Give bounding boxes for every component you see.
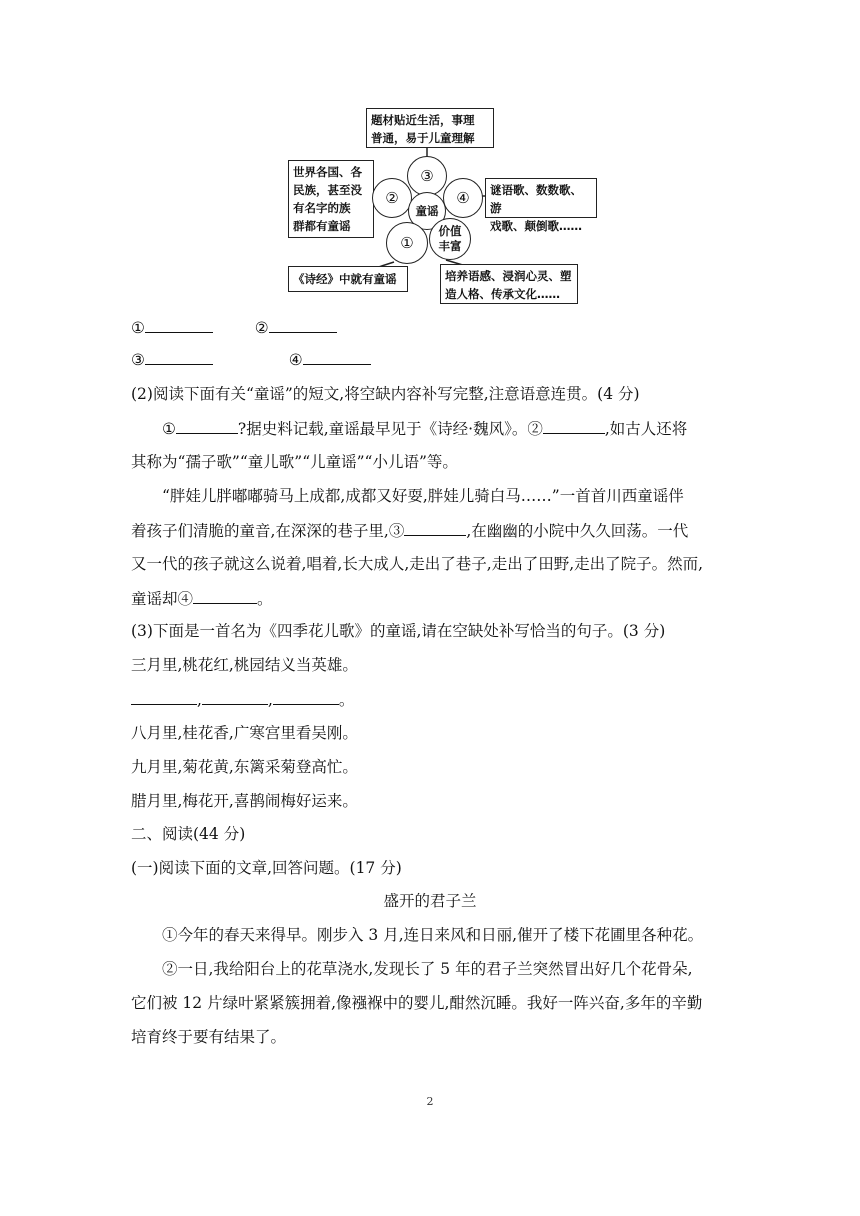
passage-text: 。: [257, 590, 273, 608]
diagram-circle-1: ①: [386, 222, 428, 264]
diagram-box-left-line: 民族，甚至没: [293, 183, 362, 197]
diagram-value-circle-line: 价值: [438, 224, 462, 238]
passage-text: ,如古人还将: [604, 420, 688, 438]
diagram-box-right-line: 谜语歌、数数歌、游: [490, 183, 582, 215]
passage-line: [162, 417, 687, 440]
question-2: (2)阅读下面有关“童谣”的短文,将空缺内容补写完整,注意语意连贯。(4 分): [131, 385, 640, 403]
diagram-box-bottom-left: [288, 266, 408, 292]
answer-label-4: ④: [288, 351, 303, 369]
diagram-box-top-line: 普通，易于儿童理解: [371, 131, 475, 145]
diagram-center-circle: 童谣: [408, 192, 446, 230]
essay-title: 盛开的君子兰: [383, 892, 477, 910]
answer-label-3: ③: [131, 351, 145, 369]
passage-line: 又一代的孩子就这么说着,唱着,长大成人,走出了巷子,走出了田野,走出了院子。然而,: [131, 555, 704, 573]
diagram-box-bottom-right-line: 造人格、传承文化……: [445, 287, 560, 301]
song-blank-line: [131, 688, 354, 711]
diagram-box-left-line: 群都有童谣: [293, 219, 351, 233]
passage-line: [131, 519, 688, 542]
diagram-box-top: [366, 108, 494, 148]
song-separator: ,: [197, 691, 202, 709]
passage-text: ?据史料记载,童谣最早见于《诗经·魏风》。②: [237, 420, 543, 438]
song-line: 腊月里,梅花开,喜鹊闹梅好运来。: [131, 792, 358, 810]
answer-row-1: [131, 316, 337, 339]
passage-text: 着孩子们清脆的童音,在深深的巷子里,③: [131, 522, 405, 540]
song-separator: 。: [338, 691, 355, 709]
section-heading: 二、阅读(44 分): [131, 825, 246, 843]
diagram-value-circle-line: 丰富: [438, 239, 462, 253]
essay-line: ①今年的春天来得早。刚步入 3 月,连日来风和日丽,催开了楼下花圃里各种花。: [162, 926, 704, 944]
diagram-value-circle: [429, 218, 471, 260]
passage-line: “胖娃儿胖嘟嘟骑马上成都,成都又好耍,胖娃儿骑白马……”一首首川西童谣伴: [162, 487, 684, 505]
essay-line: 培育终于要有结果了。: [131, 1028, 287, 1046]
song-separator: ,: [267, 691, 273, 709]
diagram-box-bottom-right-line: 培养语感、浸润心灵、塑: [445, 269, 572, 283]
answer-blank-2[interactable]: [269, 316, 337, 333]
passage-text: ,在幽幽的小院中久久回荡。一代: [466, 522, 689, 540]
diagram-circle-4: ④: [443, 178, 483, 218]
diagram-box-right: [485, 178, 597, 233]
essay-line: 它们被 12 片绿叶紧紧簇拥着,像襁褓中的婴儿,酣然沉睡。我好一阵兴奋,多年的辛勤: [131, 994, 703, 1012]
diagram-box-left: [288, 160, 374, 238]
passage-blank-4[interactable]: [193, 587, 257, 604]
song-blank-2[interactable]: [202, 688, 268, 705]
passage-blank-2[interactable]: [543, 417, 605, 434]
song-line: 三月里,桃花红,桃园结义当英雄。: [131, 656, 358, 674]
diagram-circle-3: ③: [407, 156, 447, 196]
answer-label-2: ②: [254, 319, 269, 337]
diagram-box-bottom-right: [440, 264, 578, 304]
passage-text: 童谣却④: [131, 590, 194, 608]
song-line: 八月里,桂花香,广寒宫里看吴刚。: [131, 724, 358, 742]
answer-blank-4[interactable]: [303, 348, 371, 365]
diagram-box-left-line: 有名字的族: [293, 201, 351, 215]
passage-text: ①: [162, 420, 176, 438]
diagram-circle-2: ②: [372, 178, 412, 218]
diagram-box-bottom-left-text: 《诗经》中就有童谣: [293, 272, 397, 286]
song-blank-3[interactable]: [273, 688, 339, 705]
passage-line: [131, 587, 273, 610]
answer-blank-1[interactable]: [145, 316, 213, 333]
answer-blank-3[interactable]: [145, 348, 213, 365]
essay-line: ②一日,我给阳台上的花草浇水,发现长了 5 年的君子兰突然冒出好几个花骨朵,: [162, 960, 693, 978]
passage-blank-3[interactable]: [404, 519, 466, 536]
passage-blank-1[interactable]: [176, 417, 238, 434]
mind-map-diagram: [280, 104, 600, 304]
song-line: 九月里,菊花黄,东篱采菊登高忙。: [131, 758, 358, 776]
answer-row-2: [131, 348, 371, 371]
question-3: (3)下面是一首名为《四季花儿歌》的童谣,请在空缺处补写恰当的句子。(3 分): [131, 622, 666, 640]
subsection-heading: (一)阅读下面的文章,回答问题。(17 分): [131, 859, 402, 877]
answer-label-1: ①: [131, 319, 145, 337]
diagram-box-left-line: 世界各国、各: [293, 165, 362, 179]
diagram-box-right-line: 戏歌、颠倒歌……: [490, 219, 582, 233]
passage-line: 其称为“孺子歌”“童儿歌”“儿童谣”“小儿语”等。: [131, 453, 458, 471]
diagram-box-top-line: 题材贴近生活，事理: [371, 113, 475, 127]
page-number: 2: [426, 1095, 434, 1108]
song-blank-1[interactable]: [131, 688, 197, 705]
